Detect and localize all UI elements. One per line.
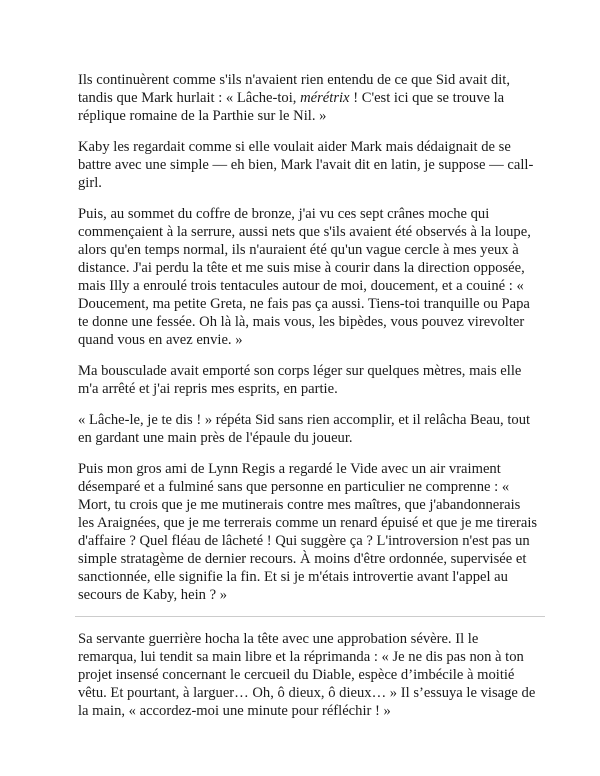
paragraph-2: Kaby les regardait comme si elle voulait aider Mark mais dédaignait de se battre avec une simple — eh bien, Mark l'avait dit en latin, je suppose — call-girl. — [78, 139, 534, 191]
document-page — [78, 71, 538, 733]
paragraph-3: Puis, au sommet du coffre de bronze, j'ai vu ces sept crânes moche qui commençaient à la serrure, aussi nets que s'ils avaient été observés à la loupe, alors qu'en temps normal, ils n'auraient été qu'un vague cercle à mes yeux à distance. J'ai perdu la tête et me suis mise à courir dans la direction opposée, mais Illy a enroulé trois tentacules autour de moi, doucement, et a couiné : « Doucement, ma petite Greta, ne fais pas ça aussi. Tiens-toi tranquille ou Papa te donne une fessée. Oh là là, mais vous, les bipèdes, vous pouvez virevolter quand vous en avez envie. » — [78, 206, 531, 348]
paragraph-1 — [78, 71, 538, 125]
paragraph-6: Puis mon gros ami de Lynn Regis a regardé le Vide avec un air vraiment désemparé et a fulminé sans que personne en particulier ne comprenne : « Mort, tu crois que je me mutinerais contre mes maîtres, que j'abandonnerais les Araignées, que je me terrerais comme un renard épuisé et que je me tirerais d'affaire ? Quel fléau de lâcheté ! Qui suggère ça ? L'introversion n'est pas un simple stratagème de dernier recours. À moins d'être ordonnée, supervisée et sanctionnée, elle signifie la fin. Et si je m'étais introvertie avant l'appel au secours de Kaby, hein ? » — [78, 461, 538, 603]
paragraph-4: Ma bousculade avait emporté son corps léger sur quelques mètres, mais elle m'a arrêté et j'ai repris mes esprits, en partie. — [78, 363, 522, 397]
paragraph-5: « Lâche-le, je te dis ! » répéta Sid sans rien accomplir, et il relâcha Beau, tout en gardant une main près de l'épaule du joueur. — [78, 412, 531, 446]
paragraph-1-text-start: Ils continuèrent comme s'ils n'avaient rien entendu de ce que Sid avait dit, tandis que Mark hurlait : « Lâche-toi, — [78, 72, 510, 106]
paragraph-7: Sa servante guerrière hocha la tête avec une approbation sévère. Il le remarqua, lui tendit sa main libre et la réprimanda : « Je ne dis pas non à ton projet insensé concernant le cercueil du Diable, espèce d’imbécile à moitié vêtu. Et pourtant, à larguer… Oh, ô dieux, ô dieux… » Il s’essuya le visage de la main, « accordez-moi une minute pour réfléchir ! » — [78, 631, 536, 719]
paragraph-1-italic-word: mérétrix — [300, 90, 350, 106]
section-divider — [75, 616, 545, 617]
paragraph-1-text-end: ! C'est ici que se trouve la réplique romaine de la Parthie sur le Nil. » — [78, 90, 505, 124]
